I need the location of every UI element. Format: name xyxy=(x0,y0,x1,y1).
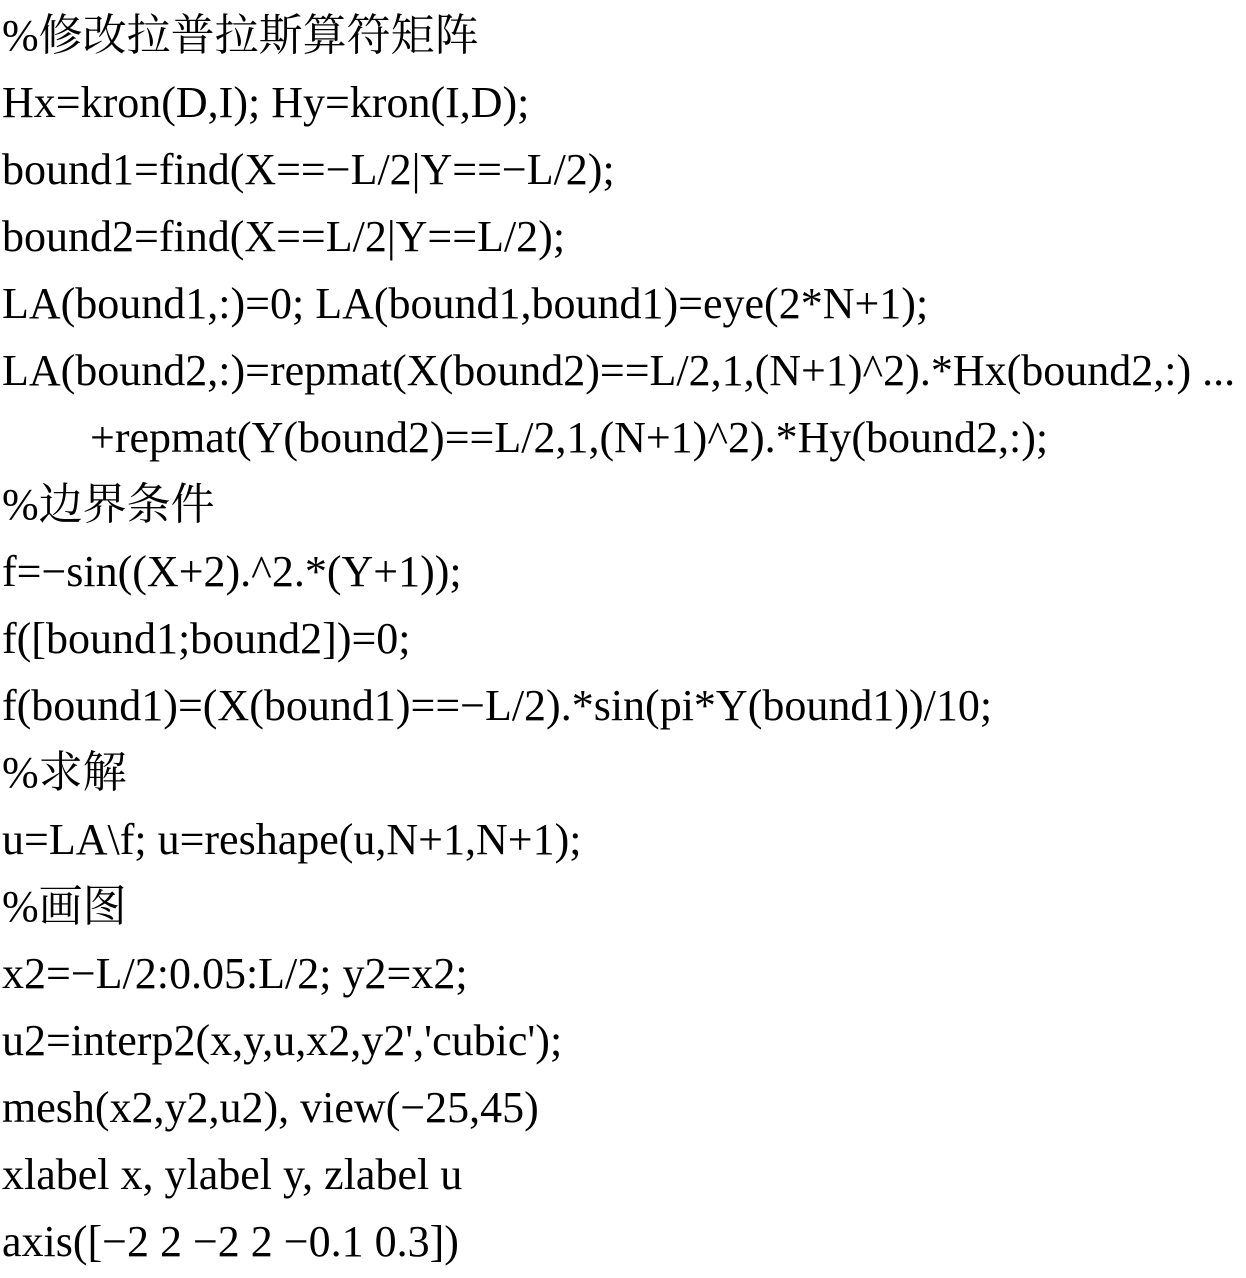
code-line-axis: axis([−2 2 −2 2 −0.1 0.3]) xyxy=(2,1217,459,1266)
code-line-x2-range: x2=−L/2:0.05:L/2; y2=x2; xyxy=(2,949,468,998)
code-line-comment-boundary: %边界条件 xyxy=(2,480,215,529)
code-line-mesh-view: mesh(x2,y2,u2), view(−25,45) xyxy=(2,1083,539,1132)
code-line-f-bound1: f(bound1)=(X(bound1)==−L/2).*sin(pi*Y(bound1))/10; xyxy=(2,681,993,730)
code-line-bound2: bound2=find(X==L/2|Y==L/2); xyxy=(2,212,566,261)
code-line-la-bound1: LA(bound1,:)=0; LA(bound1,bound1)=eye(2*N+1); xyxy=(2,279,929,328)
code-line-la-bound2: LA(bound2,:)=repmat(X(bound2)==L/2,1,(N+1)^2).*Hx(bound2,:) ... xyxy=(2,346,1236,395)
code-line-comment-solve: %求解 xyxy=(2,748,127,797)
code-line-solve-reshape: u=LA\f; u=reshape(u,N+1,N+1); xyxy=(2,815,582,864)
code-line-kron: Hx=kron(D,I); Hy=kron(I,D); xyxy=(2,78,530,127)
code-line-f-sin: f=−sin((X+2).^2.*(Y+1)); xyxy=(2,547,462,596)
code-line-f-zero: f([bound1;bound2])=0; xyxy=(2,614,411,663)
code-line-comment-laplacian: %修改拉普拉斯算符矩阵 xyxy=(2,11,479,60)
code-line-labels: xlabel x, ylabel y, zlabel u xyxy=(2,1150,463,1199)
code-line-bound1: bound1=find(X==−L/2|Y==−L/2); xyxy=(2,145,615,194)
code-line-interp2: u2=interp2(x,y,u,x2,y2','cubic'); xyxy=(2,1016,563,1065)
code-line-la-bound2-continuation: +repmat(Y(bound2)==L/2,1,(N+1)^2).*Hy(bound2,:); xyxy=(2,413,1049,462)
code-line-comment-plot: %画图 xyxy=(2,882,127,931)
